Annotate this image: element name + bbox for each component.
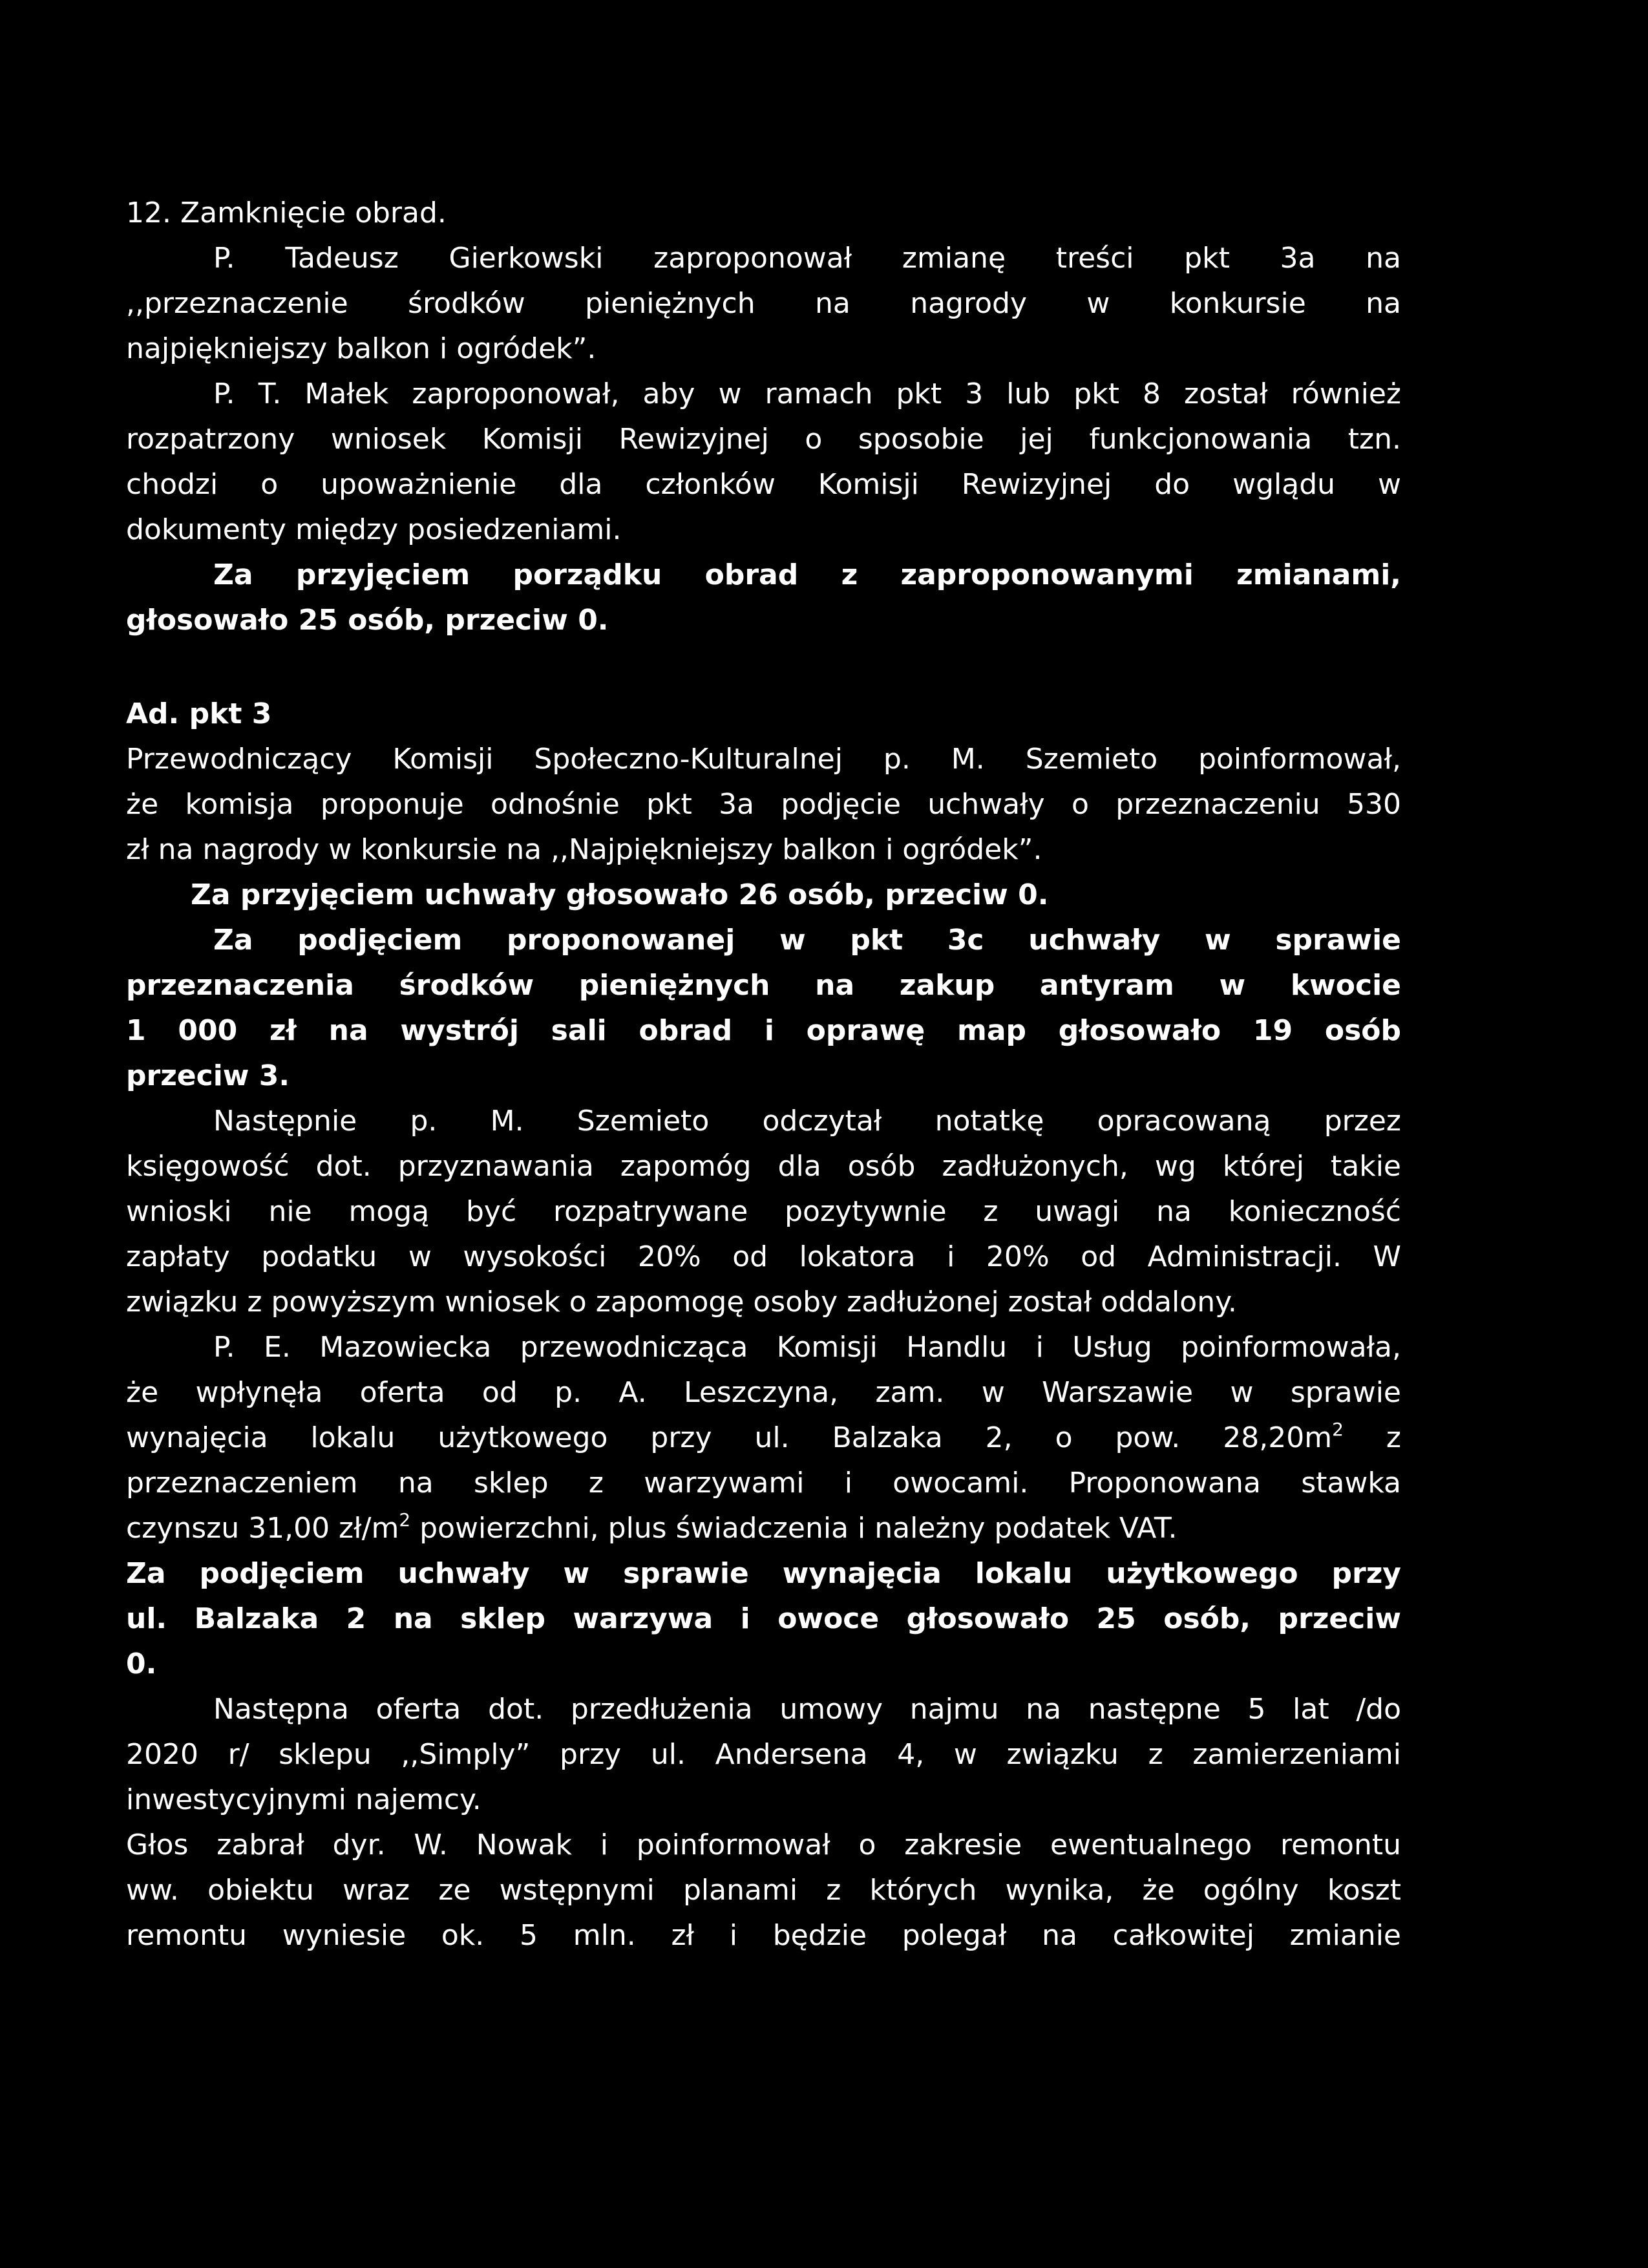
paragraph-line: ,,przeznaczenie środków pieniężnych na nagrody w konkursie na (126, 287, 1401, 320)
paragraph-line: że wpłynęła oferta od p. A. Leszczyna, zam. w Warszawie w sprawie (126, 1376, 1401, 1409)
paragraph-line: księgowość dot. przyznawania zapomóg dla osób zadłużonych, wg której takie (126, 1150, 1401, 1183)
vote-result-line: Za podjęciem uchwały w sprawie wynajęcia lokalu użytkowego przy (126, 1557, 1401, 1590)
text-run: z (1343, 1421, 1401, 1454)
paragraph-line: inwestycyjnymi najemcy. (126, 1783, 481, 1816)
paragraph-line: Następna oferta dot. przedłużenia umowy najmu na następne 5 lat /do (213, 1693, 1401, 1726)
vote-result-line: ul. Balzaka 2 na sklep warzywa i owoce głosowało 25 osób, przeciw (126, 1602, 1401, 1635)
paragraph-line: przeznaczeniem na sklep z warzywami i owocami. Proponowana stawka (126, 1467, 1401, 1500)
vote-result-line: Za podjęciem proponowanej w pkt 3c uchwały w sprawie (213, 924, 1401, 957)
paragraph-line (126, 1419, 1401, 1457)
paragraph-line: Następnie p. M. Szemieto odczytał notatkę opracowaną przez (213, 1105, 1401, 1138)
section-heading-ad-pkt-3: Ad. pkt 3 (126, 697, 272, 730)
paragraph-line: 2020 r/ sklepu ,,Simply” przy ul. Andersena 4, w związku z zamierzeniami (126, 1738, 1401, 1771)
text-run: wynajęcia lokalu użytkowego przy ul. Balzaka 2, o pow. 28,20m (126, 1421, 1333, 1454)
paragraph-line: dokumenty między posiedzeniami. (126, 513, 622, 546)
superscript: 2 (399, 1509, 411, 1531)
paragraph-line (126, 1509, 1178, 1548)
paragraph-line: remontu wyniesie ok. 5 mln. zł i będzie polegał na całkowitej zmianie (126, 1919, 1401, 1952)
paragraph-line: P. Tadeusz Gierkowski zaproponował zmianę treści pkt 3a na (213, 242, 1401, 275)
vote-result-line: Za przyjęciem uchwały głosowało 26 osób, przeciw 0. (191, 878, 1049, 911)
paragraph-line: związku z powyższym wniosek o zapomogę osoby zadłużonej został oddalony. (126, 1286, 1237, 1319)
paragraph-line: P. T. Małek zaproponował, aby w ramach pkt 3 lub pkt 8 został również (213, 377, 1401, 410)
paragraph-line: wnioski nie mogą być rozpatrywane pozytywnie z uwagi na konieczność (126, 1195, 1401, 1228)
text-run: czynszu 31,00 zł/m (126, 1512, 399, 1545)
superscript: 2 (1332, 1419, 1344, 1440)
text-run: powierzchni, plus świadczenia i należny podatek VAT. (410, 1512, 1178, 1545)
paragraph-line: że komisja proponuje odnośnie pkt 3a podjęcie uchwały o przeznaczeniu 530 (126, 788, 1401, 821)
paragraph-line: P. E. Mazowiecka przewodnicząca Komisji Handlu i Usług poinformowała, (213, 1331, 1401, 1364)
paragraph-line: chodzi o upoważnienie dla członków Komisji Rewizyjnej do wglądu w (126, 468, 1401, 501)
paragraph-line: rozpatrzony wniosek Komisji Rewizyjnej o sposobie jej funkcjonowania tzn. (126, 423, 1401, 456)
section-heading-item-12: 12. Zamknięcie obrad. (126, 196, 447, 229)
paragraph-line: zł na nagrody w konkursie na ,,Najpiękniejszy balkon i ogródek”. (126, 833, 1042, 866)
paragraph-line: zapłaty podatku w wysokości 20% od lokatora i 20% od Administracji. W (126, 1240, 1401, 1273)
paragraph-line: najpiękniejszy balkon i ogródek”. (126, 332, 597, 365)
paragraph-line: Głos zabrał dyr. W. Nowak i poinformował o zakresie ewentualnego remontu (126, 1828, 1401, 1861)
vote-result-line: Za przyjęciem porządku obrad z zaproponowanymi zmianami, (213, 558, 1401, 591)
vote-result-line: przeciw 3. (126, 1059, 290, 1092)
vote-result-line: 0. (126, 1648, 157, 1680)
paragraph-line: ww. obiektu wraz ze wstępnymi planami z których wynika, że ogólny koszt (126, 1874, 1401, 1907)
vote-result-line: 1 000 zł na wystrój sali obrad i oprawę map głosowało 19 osób (126, 1014, 1401, 1047)
vote-result-line: przeznaczenia środków pieniężnych na zakup antyram w kwocie (126, 969, 1401, 1002)
vote-result-line: głosowało 25 osób, przeciw 0. (126, 604, 609, 637)
paragraph-line: Przewodniczący Komisji Społeczno-Kulturalnej p. M. Szemieto poinformował, (126, 743, 1401, 776)
